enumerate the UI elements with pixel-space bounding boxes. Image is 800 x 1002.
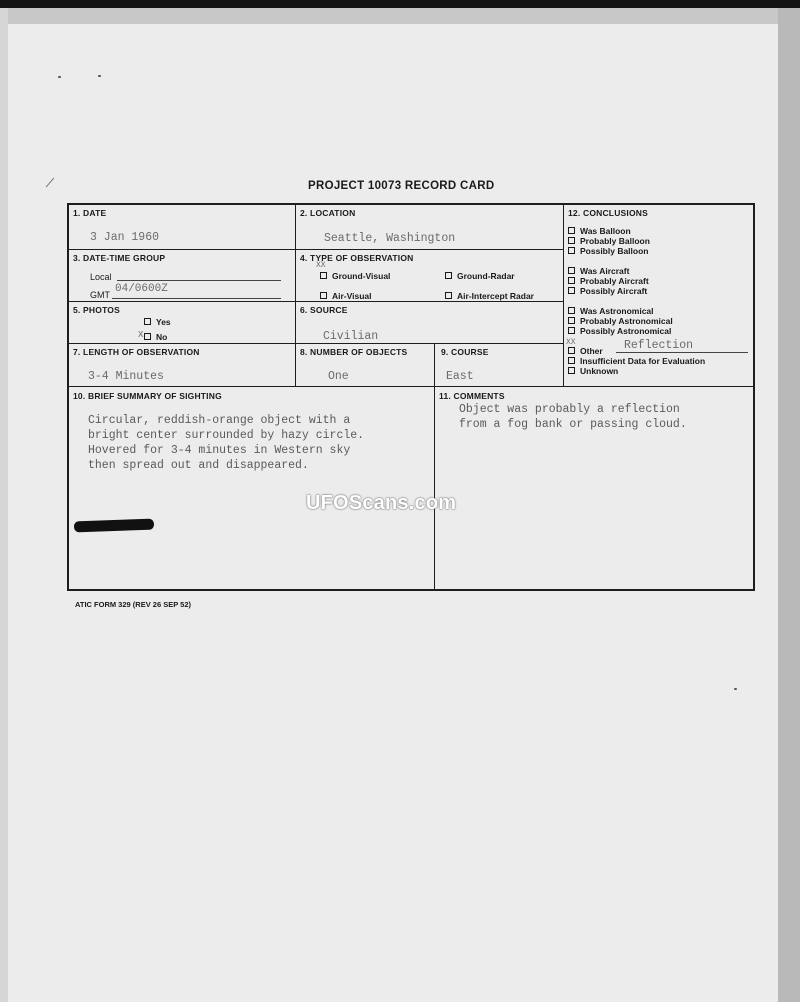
divider (69, 343, 563, 344)
summary-text (88, 413, 364, 473)
scan-left-edge (0, 8, 8, 1002)
checkbox-icon (568, 277, 575, 284)
photos-label: 5. PHOTOS (73, 305, 120, 315)
photos-yes-label: Yes (156, 317, 171, 327)
type-air-visual (320, 291, 372, 301)
conclusion-was-astronomical (568, 306, 654, 316)
location-label: 2. LOCATION (300, 208, 356, 218)
type-air-intercept-radar-label: Air-Intercept Radar (457, 291, 534, 301)
dust-speck (734, 688, 737, 690)
conclusions-label: 12. CONCLUSIONS (568, 208, 648, 218)
checkbox-icon (568, 267, 575, 274)
photos-no (144, 332, 167, 342)
conclusion-unknown (568, 366, 618, 376)
course-value: East (446, 370, 474, 383)
dust-speck (58, 76, 61, 78)
type-air-intercept-radar (445, 291, 534, 301)
divider (69, 301, 563, 302)
divider (69, 249, 563, 250)
checkbox-icon (568, 357, 575, 364)
comments-line: Object was probably a reflection (459, 403, 680, 416)
summary-line: then spread out and disappeared. (88, 459, 309, 472)
source-value: Civilian (323, 330, 379, 343)
checkbox-icon (568, 247, 575, 254)
conclusion-label: Probably Balloon (580, 236, 650, 246)
type-ground-radar-label: Ground-Radar (457, 271, 515, 281)
conclusion-other-line (616, 352, 748, 353)
checkbox-icon (144, 318, 151, 325)
course-label: 9. COURSE (441, 347, 489, 357)
checkbox-icon (320, 272, 327, 279)
location-value: Seattle, Washington (324, 232, 456, 245)
divider (434, 343, 435, 589)
date-label: 1. DATE (73, 208, 107, 218)
conclusion-insufficient (568, 356, 705, 366)
checkbox-icon (568, 317, 575, 324)
type-ground-radar (445, 271, 515, 281)
checkbox-icon (568, 227, 575, 234)
conclusion-label: Possibly Balloon (580, 246, 649, 256)
dtg-local-label: Local (90, 272, 112, 282)
comments-text (459, 402, 687, 432)
conclusion-other (568, 346, 603, 356)
comments-label: 11. COMMENTS (439, 391, 505, 401)
checkbox-icon (320, 292, 327, 299)
dtg-local-line (117, 280, 281, 281)
watermark: UFOScans.com (306, 492, 457, 514)
dtg-gmt-line (112, 298, 281, 299)
form-number: ATIC FORM 329 (REV 26 SEP 52) (75, 600, 192, 609)
conclusion-other-mark: XX (566, 338, 576, 347)
length-label: 7. LENGTH OF OBSERVATION (73, 347, 200, 357)
date-value: 3 Jan 1960 (90, 231, 160, 244)
divider (563, 205, 564, 387)
num-objects-label: 8. NUMBER OF OBJECTS (300, 347, 408, 357)
dtg-gmt-value: 04/0600Z (115, 283, 168, 295)
conclusion-label: Was Aircraft (580, 266, 630, 276)
summary-line: bright center surrounded by hazy circle. (88, 429, 365, 442)
conclusion-label: Was Astronomical (580, 306, 654, 316)
conclusion-label: Probably Aircraft (580, 276, 649, 286)
scan-right-edge (778, 8, 800, 1002)
summary-line: Hovered for 3-4 minutes in Western sky (88, 444, 351, 457)
conclusion-label: Probably Astronomical (580, 316, 673, 326)
checkbox-icon (568, 347, 575, 354)
checkbox-icon (445, 272, 452, 279)
conclusion-possibly-astronomical (568, 326, 671, 336)
conclusion-was-balloon (568, 226, 631, 236)
conclusion-label: Possibly Aircraft (580, 286, 648, 296)
checkbox-icon (568, 287, 575, 294)
conclusion-probably-aircraft (568, 276, 649, 286)
dtg-label: 3. DATE-TIME GROUP (73, 253, 166, 263)
summary-line: Circular, reddish-orange object with a (88, 414, 351, 427)
conclusion-label: Insufficient Data for Evaluation (580, 356, 706, 366)
type-ground-visual-label: Ground-Visual (332, 271, 391, 281)
checkbox-icon (568, 327, 575, 334)
conclusion-possibly-balloon (568, 246, 649, 256)
num-objects-value: One (328, 370, 349, 383)
conclusion-label: Possibly Astronomical (580, 326, 672, 336)
divider (69, 386, 753, 387)
checkbox-icon (144, 333, 151, 340)
type-ground-visual (320, 271, 390, 281)
checkbox-icon (568, 237, 575, 244)
conclusion-was-aircraft (568, 266, 629, 276)
checkbox-icon (568, 367, 575, 374)
conclusion-other-label: Other (580, 346, 603, 356)
scan-top-band (0, 0, 800, 8)
photos-no-label: No (156, 332, 168, 342)
conclusion-probably-astronomical (568, 316, 673, 326)
conclusion-probably-balloon (568, 236, 650, 246)
divider (295, 205, 296, 387)
comments-line: from a fog bank or passing cloud. (459, 418, 687, 431)
checkbox-icon (568, 307, 575, 314)
summary-label: 10. BRIEF SUMMARY OF SIGHTING (73, 391, 222, 401)
conclusion-possibly-aircraft (568, 286, 647, 296)
type-obs-check-mark: XX (316, 261, 326, 270)
checkbox-icon (445, 292, 452, 299)
dtg-gmt-label: GMT (90, 290, 110, 300)
dust-speck (98, 75, 101, 77)
type-air-visual-label: Air-Visual (332, 291, 372, 301)
conclusion-label: Unknown (580, 366, 619, 376)
type-obs-label: 4. TYPE OF OBSERVATION (300, 253, 414, 263)
photos-yes (144, 317, 171, 327)
source-label: 6. SOURCE (300, 305, 348, 315)
card-title: PROJECT 10073 RECORD CARD (308, 180, 495, 192)
length-value: 3-4 Minutes (88, 370, 164, 383)
conclusion-label: Was Balloon (580, 226, 631, 236)
photos-no-mark: X (138, 330, 144, 340)
conclusion-other-value: Reflection (624, 339, 694, 352)
